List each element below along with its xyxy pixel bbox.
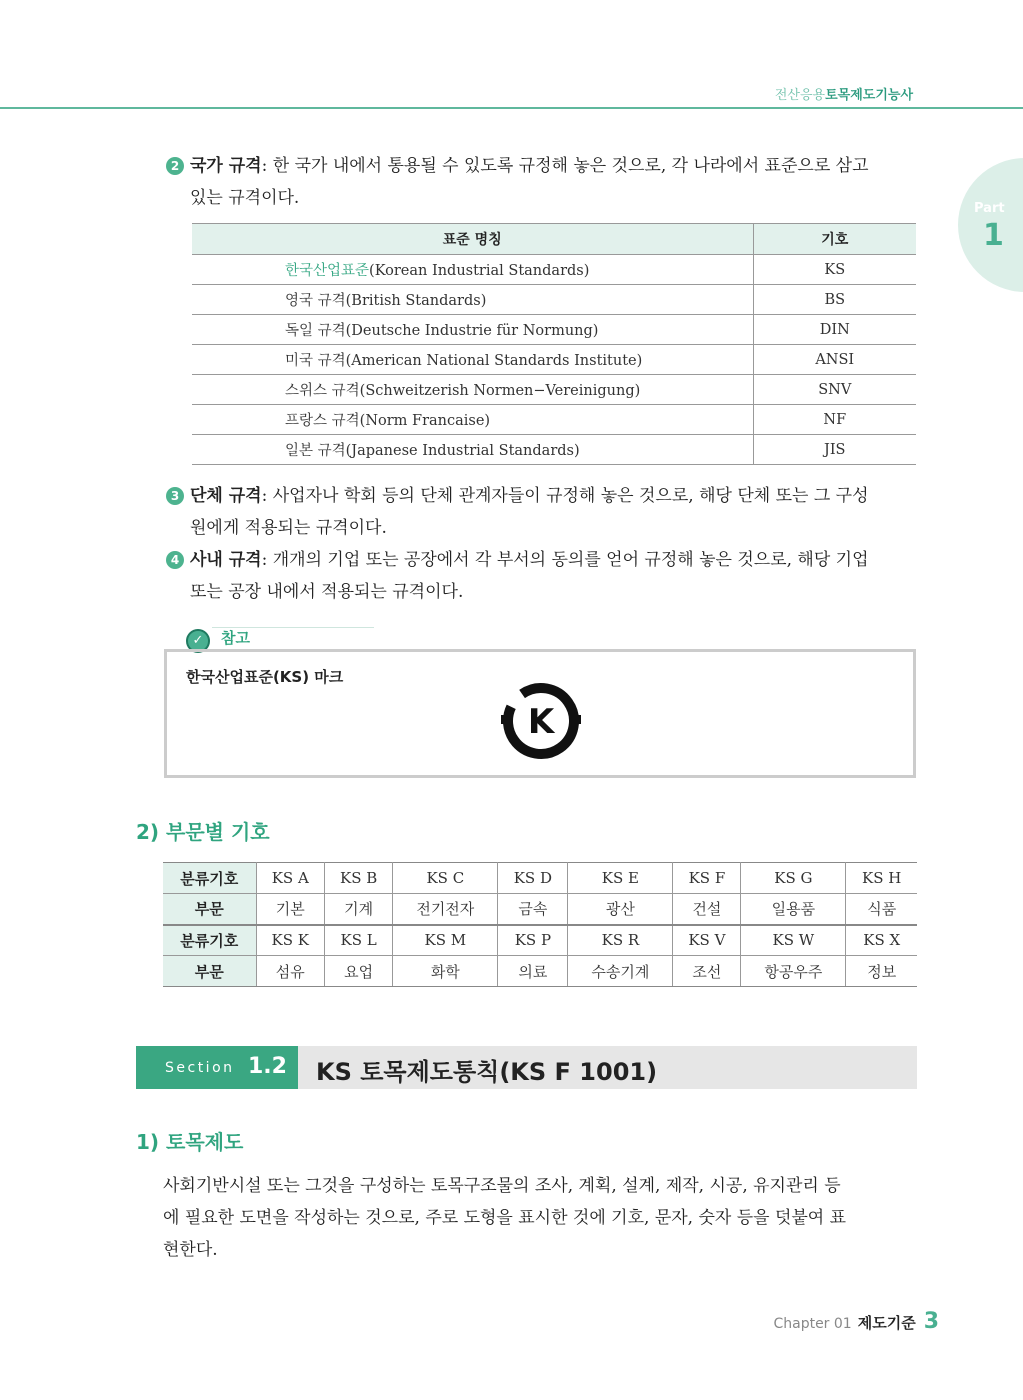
footer-chapter: Chapter 01 <box>773 1316 852 1332</box>
table-cell: KS L <box>325 925 393 956</box>
division-table <box>163 862 917 987</box>
row-header: 부문 <box>163 956 256 987</box>
table-cell: KS M <box>393 925 498 956</box>
standard-name-ko: 영국 규격 <box>285 293 346 309</box>
running-header <box>775 84 913 103</box>
table-cell: 의료 <box>498 956 568 987</box>
item-text-line1: : 개개의 기업 또는 공장에서 각 부서의 동의를 얻어 규정해 놓은 것으로, 해당 기업 <box>261 550 869 570</box>
section-number: 1.2 <box>248 1054 287 1079</box>
table-row <box>192 315 916 345</box>
item-term: 단체 규격 <box>190 486 262 506</box>
checkmark-icon: ✓ <box>186 629 210 653</box>
column-header-name: 표준 명칭 <box>192 224 753 255</box>
standard-name-ko: 일본 규격 <box>285 443 346 459</box>
standard-symbol-cell: BS <box>753 285 916 315</box>
table-row <box>192 375 916 405</box>
ks-mark-letter: K <box>527 702 555 742</box>
item-national-standard <box>166 150 869 214</box>
table-cell: 건설 <box>673 894 741 925</box>
table-cell: 일용품 <box>741 894 846 925</box>
section-word: Section <box>165 1060 235 1076</box>
standard-name-ko: 미국 규격 <box>285 353 346 369</box>
table-cell: KS W <box>741 925 846 956</box>
section-tag <box>136 1046 298 1089</box>
page-footer <box>773 1309 939 1334</box>
standard-name-cell <box>192 315 753 345</box>
table-row <box>192 435 916 465</box>
reference-title: 한국산업표준(KS) 마크 <box>186 668 344 686</box>
running-header-bold: 토목제도기능사 <box>825 88 913 103</box>
standard-symbol-cell: SNV <box>753 375 916 405</box>
standard-name-cell <box>192 405 753 435</box>
table-cell: KS K <box>256 925 325 956</box>
table-row <box>192 345 916 375</box>
body-line1: 사회기반시설 또는 그것을 구성하는 토목구조물의 조사, 계획, 설계, 제작, 시공, 유지관리 등 <box>163 1176 841 1196</box>
table-cell: 광산 <box>568 894 673 925</box>
standard-symbol-cell: ANSI <box>753 345 916 375</box>
table-cell: 금속 <box>498 894 568 925</box>
column-header-symbol: 기호 <box>753 224 916 255</box>
page-number: 3 <box>923 1309 939 1334</box>
standard-name-cell <box>192 285 753 315</box>
table-header-row <box>192 224 916 255</box>
standard-name-cell <box>192 255 753 285</box>
table-cell: 식품 <box>846 894 917 925</box>
table-cell: KS P <box>498 925 568 956</box>
item-organization-standard <box>166 480 869 544</box>
item-text-line2: 원에게 적용되는 규격이다. <box>190 518 387 538</box>
part-tab-label: Part <box>974 201 1005 216</box>
body-line2: 에 필요한 도면을 작성하는 것으로, 주로 도형을 표시한 것에 기호, 문자, 숫자 등을 덧붙여 표 <box>163 1208 847 1228</box>
item-text-line2: 또는 공장 내에서 적용되는 규격이다. <box>190 582 464 602</box>
table-cell: KS B <box>325 863 393 894</box>
table-cell: KS G <box>741 863 846 894</box>
standard-name-ko: 독일 규격 <box>285 323 346 339</box>
footer-title: 제도기준 <box>857 1314 916 1332</box>
table-cell: KS V <box>673 925 741 956</box>
standard-name-cell <box>192 345 753 375</box>
standard-name-en: (Korean Industrial Standards) <box>369 263 590 279</box>
standards-table <box>192 223 916 465</box>
standard-name-en: (Schweitzerish Normen−Vereinigung) <box>359 383 641 399</box>
section-title: KS 토목제도통칙(KS F 1001) <box>316 1058 658 1086</box>
table-cell: 정보 <box>846 956 917 987</box>
item-text-line2: 있는 규격이다. <box>190 188 300 208</box>
item-number-badge: 3 <box>166 487 184 505</box>
table-cell: KS R <box>568 925 673 956</box>
row-header: 부문 <box>163 894 256 925</box>
ks-mark-logo <box>499 679 583 763</box>
table-cell: KS E <box>568 863 673 894</box>
subsection-body <box>163 1170 923 1266</box>
table-cell: 기계 <box>325 894 393 925</box>
table-row <box>192 255 916 285</box>
table-row <box>192 285 916 315</box>
table-cell: KS H <box>846 863 917 894</box>
standard-symbol-cell: NF <box>753 405 916 435</box>
table-cell: KS X <box>846 925 917 956</box>
standard-name-cell <box>192 435 753 465</box>
table-cell: 섬유 <box>256 956 325 987</box>
reference-label: 참고 <box>221 629 250 647</box>
table-row <box>192 405 916 435</box>
table-cell: 요업 <box>325 956 393 987</box>
standard-name-en: (Norm Francaise) <box>359 413 491 429</box>
item-term: 사내 규격 <box>190 550 262 570</box>
row-header: 분류기호 <box>163 925 256 956</box>
item-text-line1: : 한 국가 내에서 통용될 수 있도록 규정해 놓은 것으로, 각 나라에서 표준으로 삼고 <box>261 156 869 176</box>
item-text-line1: : 사업자나 학회 등의 단체 관계자들이 규정해 놓은 것으로, 해당 단체 또는 그 구성 <box>261 486 869 506</box>
table-cell: KS C <box>393 863 498 894</box>
running-header-light: 전산응용 <box>774 88 826 103</box>
standard-name-en: (Deutsche Industrie für Normung) <box>345 323 599 339</box>
item-term: 국가 규격 <box>190 156 262 176</box>
item-company-standard <box>166 544 869 608</box>
item-number-badge: 4 <box>166 551 184 569</box>
standard-name-en: (British Standards) <box>345 293 487 309</box>
table-cell: 항공우주 <box>741 956 846 987</box>
standard-name-ko: 스위스 규격 <box>285 383 360 399</box>
standard-symbol-cell: KS <box>753 255 916 285</box>
header-divider <box>0 107 1023 109</box>
standard-name-ko: 한국산업표준 <box>285 263 370 279</box>
table-cell: 조선 <box>673 956 741 987</box>
table-row <box>163 863 917 894</box>
table-cell: KS F <box>673 863 741 894</box>
standard-name-en: (American National Standards Institute) <box>345 353 643 369</box>
table-row <box>163 925 917 956</box>
section-heading-division: 2) 부문별 기호 <box>136 820 270 844</box>
table-cell: 화학 <box>393 956 498 987</box>
standard-name-en: (Japanese Industrial Standards) <box>345 443 580 459</box>
table-cell: KS A <box>256 863 325 894</box>
standard-name-cell <box>192 375 753 405</box>
standard-symbol-cell: DIN <box>753 315 916 345</box>
part-tab-number: 1 <box>983 218 1004 253</box>
table-cell: 기본 <box>256 894 325 925</box>
table-row <box>163 894 917 925</box>
subsection-heading: 1) 토목제도 <box>136 1130 244 1154</box>
body-line3: 현한다. <box>163 1240 218 1260</box>
table-cell: 수송기계 <box>568 956 673 987</box>
standard-symbol-cell: JIS <box>753 435 916 465</box>
standard-name-ko: 프랑스 규격 <box>285 413 360 429</box>
table-row <box>163 956 917 987</box>
table-cell: 전기전자 <box>393 894 498 925</box>
table-cell: KS D <box>498 863 568 894</box>
row-header: 분류기호 <box>163 863 256 894</box>
item-number-badge: 2 <box>166 157 184 175</box>
